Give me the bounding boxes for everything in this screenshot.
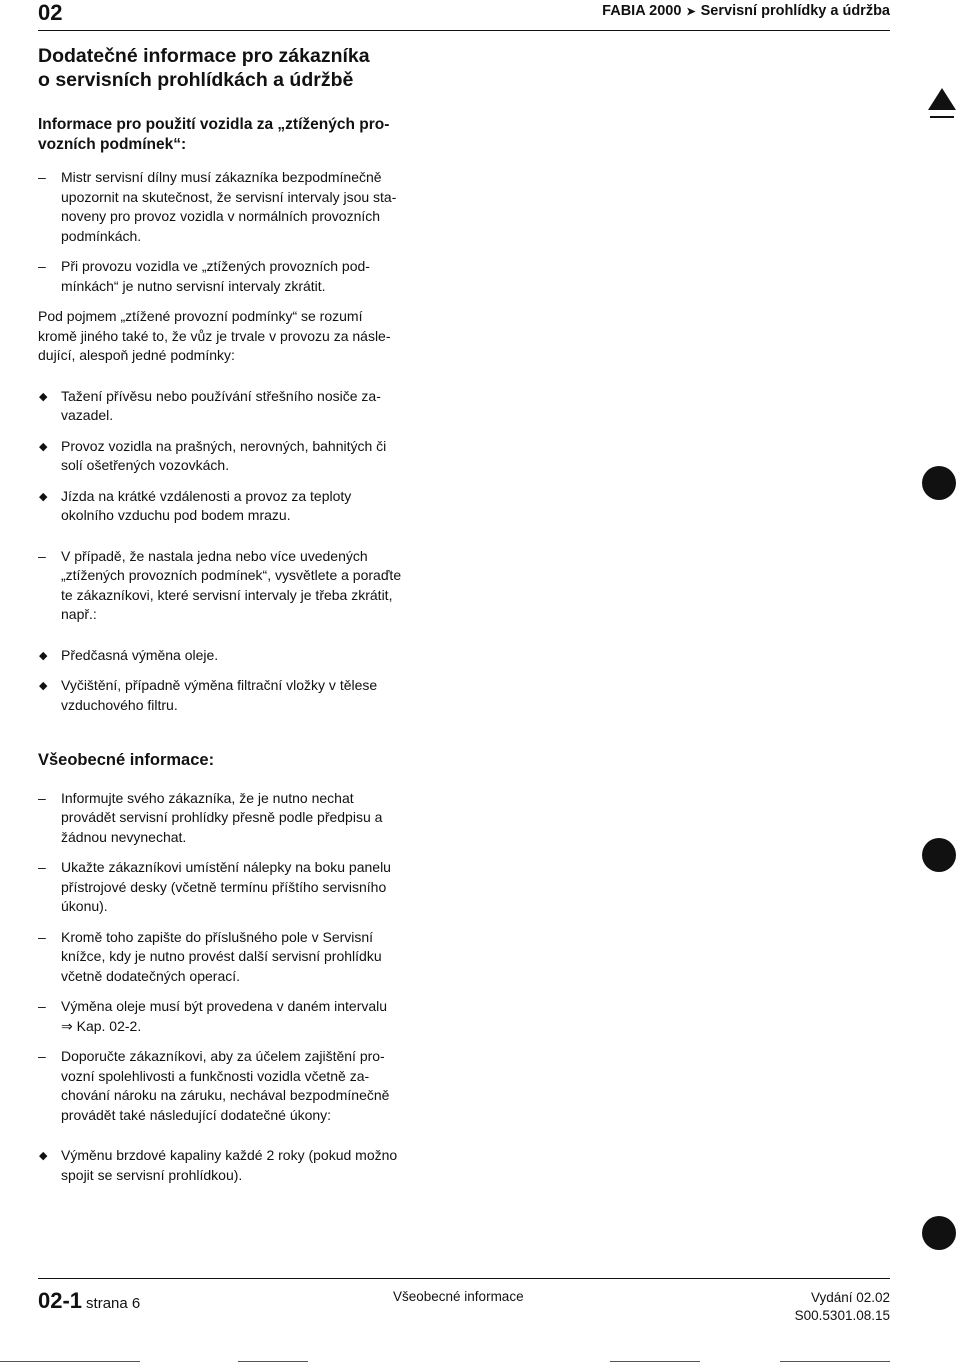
text-line: Mistr servisní dílny musí zákazníka bezpodmínečně	[61, 169, 382, 185]
text-line: Ukažte zákazníkovi umístění nálepky na boku panelu	[61, 859, 391, 875]
document-number: S00.5301.08.15	[794, 1308, 890, 1323]
text-line: Vyčištění, případně výměna filtrační vložky v tělese	[61, 677, 378, 693]
list-item	[38, 646, 458, 666]
list-item	[38, 487, 458, 526]
text-line: přístrojové desky (včetně termínu příštího servisního	[61, 878, 387, 895]
page-label: strana 6	[86, 1295, 141, 1312]
text-line: Předčasná výměna oleje.	[61, 646, 219, 663]
text-line: vazadel.	[61, 407, 114, 423]
text-line: upozornit na skutečnost, že servisní intervaly jsou sta-	[61, 188, 397, 205]
text-line: Tažení přívěsu nebo používání střešního nosiče za-	[61, 387, 381, 404]
chapter-reference-link[interactable]: ⇒ Kap. 02-2.	[61, 1017, 142, 1034]
general-bullet-list	[38, 1146, 458, 1185]
text-line: podmínkách.	[61, 227, 142, 244]
text-line: Provoz vozidla na prašných, nerovných, bahnitých či	[61, 437, 387, 454]
page-title-line: o servisních prohlídkách a údržbě	[38, 69, 354, 91]
dash-marker: –	[38, 859, 46, 875]
text-line: provádět servisní prohlídky přesně podle předpisu a	[61, 809, 383, 825]
text-line: mínkách“ je nutno servisní intervaly zkrátit.	[61, 277, 326, 294]
footer-section-name: Všeobecné informace	[393, 1289, 524, 1304]
page-title-line: Dodatečné informace pro zákazníka	[38, 45, 370, 67]
text-line: Informujte svého zákazníka, že je nutno nechat	[61, 789, 354, 806]
text-line: žádnou nevynechat.	[61, 828, 187, 845]
binder-hole-icon	[922, 466, 956, 500]
diamond-bullet-icon: ◆	[39, 390, 48, 403]
diamond-bullet-icon: ◆	[39, 680, 48, 692]
text-line: Kromě toho zapište do příslušného pole v Servisní	[61, 928, 374, 945]
general-dash-list	[38, 789, 458, 1126]
text-line: knížce, kdy je nutno provést další servisní prohlídku	[61, 948, 382, 964]
diamond-bullet-icon: ◆	[39, 1150, 48, 1162]
list-item	[38, 789, 458, 848]
text-line: Výměna oleje musí být provedena v daném intervalu	[61, 998, 388, 1014]
model-name: FABIA 2000	[602, 3, 682, 19]
scan-artifact-line	[780, 1361, 890, 1362]
text-line: V případě, že nastala jedna nebo více uvedených	[61, 547, 368, 564]
heading-line: vozních podmínek“:	[38, 135, 187, 153]
text-line: např.:	[61, 606, 97, 622]
page-header	[38, 0, 890, 31]
advice-list	[38, 547, 458, 625]
conditions-list	[38, 387, 458, 526]
list-item	[38, 676, 458, 715]
section-name: Servisní prohlídky a údržba	[700, 3, 890, 19]
running-title	[602, 3, 890, 19]
dash-marker: –	[38, 928, 46, 945]
text-line: solí ošetřených vozovkách.	[61, 457, 230, 473]
text-line: Při provozu vozidla ve „ztížených provozních pod-	[61, 258, 370, 274]
text-line: provádět také následující dodatečné úkony:	[61, 1106, 332, 1123]
text-line: Výměnu brzdové kapaliny každé 2 roky (pokud možno	[61, 1147, 398, 1163]
list-item	[38, 387, 458, 426]
dash-marker: –	[38, 169, 46, 185]
list-item	[38, 168, 458, 246]
edition: Vydání 02.02	[810, 1290, 890, 1305]
registration-line	[930, 116, 954, 118]
footer-edition-info	[795, 1289, 890, 1325]
list-item	[38, 437, 458, 476]
page-title	[38, 44, 458, 92]
heading-line: Informace pro použití vozidla za „ztížených pro-	[38, 116, 390, 133]
general-info-heading: Všeobecné informace:	[38, 751, 215, 769]
main-content	[38, 44, 458, 1196]
text-line: spojit se servisní prohlídkou).	[61, 1166, 243, 1183]
list-item	[38, 997, 458, 1036]
scan-artifact-line	[610, 1361, 700, 1362]
diamond-bullet-icon: ◆	[39, 490, 48, 503]
list-item	[38, 547, 458, 625]
binder-hole-icon	[922, 1216, 956, 1250]
scan-artifact-line	[0, 1361, 140, 1362]
examples-list	[38, 646, 458, 716]
harsh-conditions-heading	[38, 115, 458, 154]
footer-page-number	[38, 1288, 140, 1314]
text-line: chování nároku na záruku, nechával bezpodmínečně	[61, 1087, 390, 1103]
text-line: vozní spolehlivosti a funkčnosti vozidla včetně za-	[61, 1067, 370, 1084]
dash-marker: –	[38, 258, 46, 274]
dash-marker: –	[38, 789, 46, 806]
dash-marker: –	[38, 1048, 46, 1064]
page-code: 02-1	[38, 1288, 83, 1313]
dash-marker: –	[38, 998, 46, 1014]
definition-paragraph	[38, 307, 458, 366]
text-line: kromě jiného také to, že vůz je trvale v provozu za násle-	[38, 327, 391, 344]
binder-hole-icon	[922, 838, 956, 872]
text-line: vzduchového filtru.	[61, 696, 178, 713]
scan-artifact-line	[238, 1361, 308, 1362]
harsh-conditions-dash-list	[38, 168, 458, 296]
registration-mark-icon	[928, 88, 956, 110]
diamond-bullet-icon: ◆	[39, 440, 48, 453]
text-line: dující, alespoň jedné podmínky:	[38, 347, 235, 363]
text-line: okolního vzduchu pod bodem mrazu.	[61, 507, 291, 523]
list-item	[38, 1047, 458, 1125]
text-line: Jízda na krátké vzdálenosti a provoz za teploty	[61, 487, 352, 504]
dash-marker: –	[38, 547, 46, 564]
list-item	[38, 858, 458, 917]
text-line: Pod pojmem „ztížené provozní podmínky“ se rozumí	[38, 308, 363, 324]
arrow-right-icon: ➤	[686, 6, 696, 18]
diamond-bullet-icon: ◆	[39, 649, 48, 662]
text-line: Doporučte zákazníkovi, aby za účelem zajištění pro-	[61, 1048, 385, 1064]
text-line: „ztížených provozních podmínek“, vysvětlete a poraďte	[61, 567, 402, 583]
text-line: noveny pro provoz vozidla v normálních provozních	[61, 208, 381, 224]
chapter-number: 02	[38, 0, 63, 25]
list-item	[38, 257, 458, 296]
text-line: te zákazníkovi, které servisní intervaly je třeba zkrátit,	[61, 586, 393, 603]
text-line: úkonu).	[61, 898, 108, 914]
list-item	[38, 928, 458, 987]
text-line: včetně dodatečných operací.	[61, 967, 241, 984]
footer-rule	[38, 1278, 890, 1279]
list-item	[38, 1146, 458, 1185]
